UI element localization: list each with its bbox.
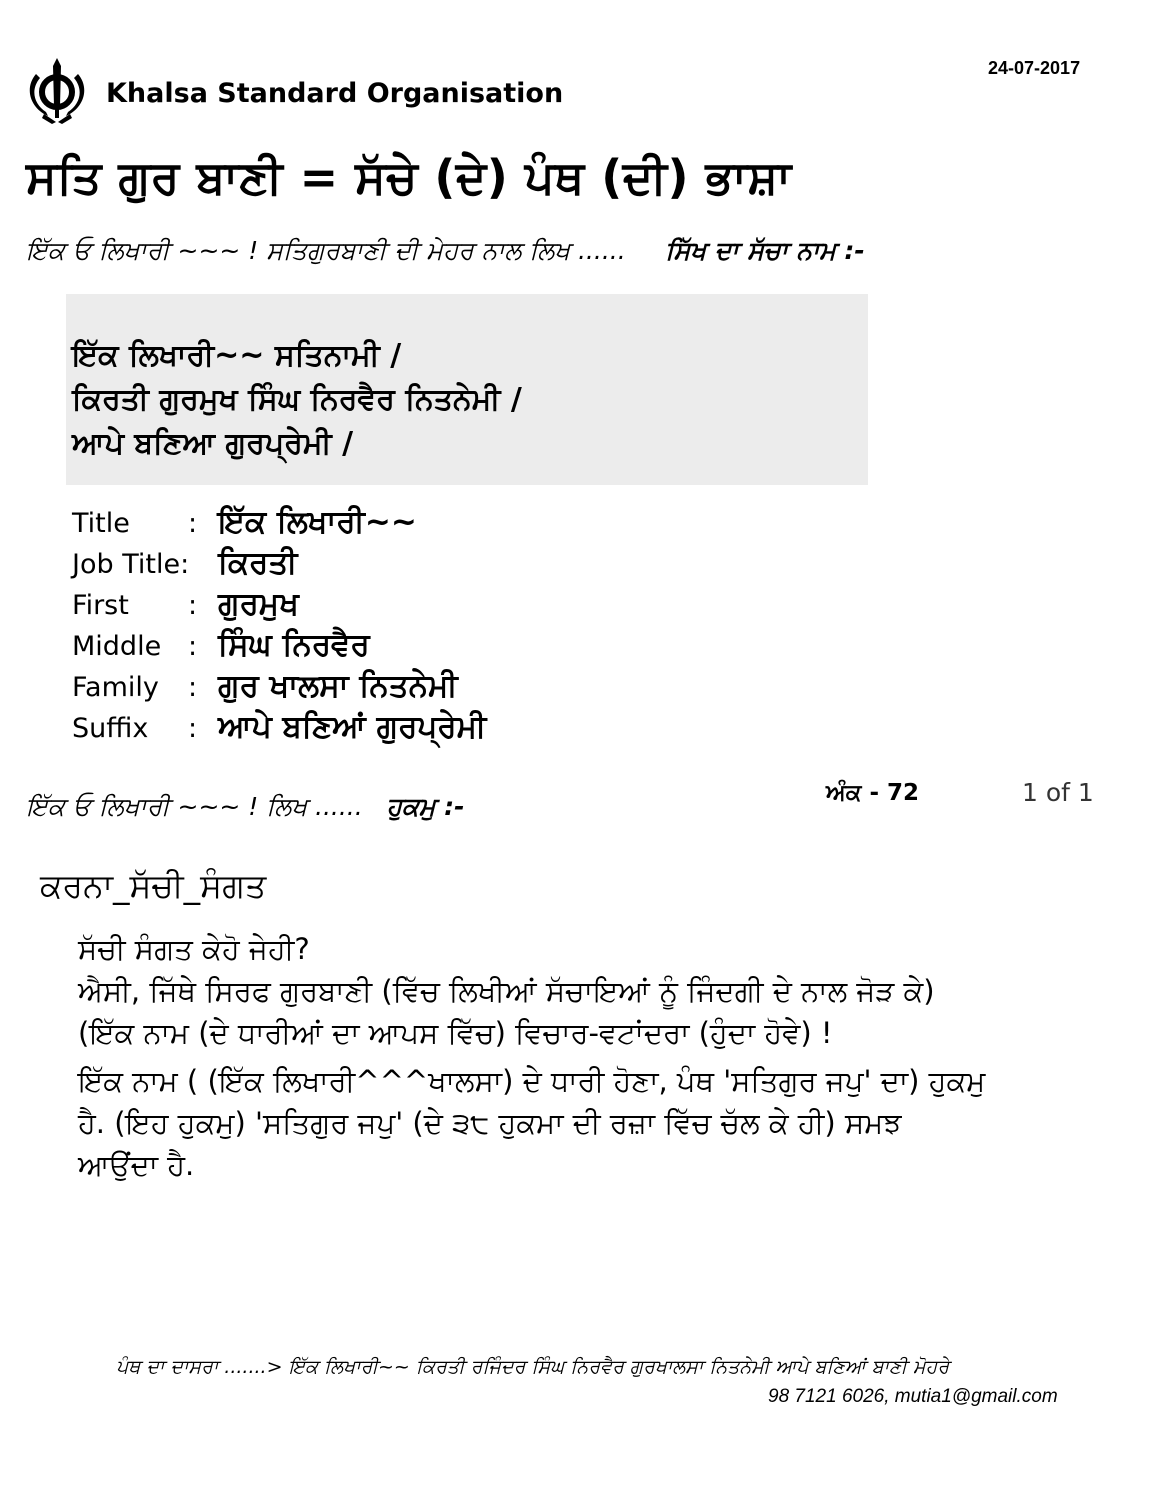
field-value: ਗੁਰ ਖਾਲਸਾ ਨਿਤਨੇਮੀ bbox=[218, 668, 458, 704]
hukam-line-text: ਇੱਕ ਓ ਲਿਖਾਰੀ ~~~ ! ਲਿਖ ...... bbox=[26, 792, 363, 821]
intro-line-text: ਇੱਕ ਓ ਲਿਖਾਰੀ ~~~ ! ਸਤਿਗੁਰਬਾਣੀ ਦੀ ਮੇਹਰ ਨਾਲ ਲਿਖ ...... bbox=[26, 236, 626, 265]
true-name-line: ਇੱਕ ਲਿਖਾਰੀ~~ ਸਤਿਨਾਮੀ / bbox=[72, 338, 402, 373]
footer-signature: ਪੰਥ ਦਾ ਦਾਸਰਾ .......> ਇੱਕ ਲਿਖਾਰੀ~~ ਕਿਰਤੀ ਰਜਿੰਦਰ ਸਿੰਘ ਨਿਰਵੈਰ ਗੁਰਖਾਲਸਾ ਨਿਤਨੇਮੀ ਆਪੇ ਬਣਿਆਂ ਬਾਣੀ ਮੋਹਰੇ bbox=[116, 1356, 949, 1378]
footer-contact: 98 7121 6026, mutia1@gmail.com bbox=[768, 1386, 1058, 1407]
field-label: Title bbox=[72, 508, 130, 539]
field-label: Family bbox=[72, 672, 159, 703]
body-line: ਐਸੀ, ਜਿੱਥੇ ਸਿਰਫ ਗੁਰਬਾਣੀ (ਵਿੱਚ ਲਿਖੀਆਂ ਸੱਚਾਇਆਂ ਨੂੰ ਜਿੰਦਗੀ ਦੇ ਨਾਲ ਜੋੜ ਕੇ) bbox=[78, 974, 935, 1008]
true-name-line: ਕਿਰਤੀ ਗੁਰਮੁਖ ਸਿੰਘ ਨਿਰਵੈਰ ਨਿਤਨੇਮੀ / bbox=[72, 382, 522, 417]
body-line: ਹੈ. (ਇਹ ਹੁਕਮੁ) 'ਸਤਿਗੁਰ ਜਪੁ' (ਦੇ ੩੮ ਹੁਕਮਾ ਦੀ ਰਜ਼ਾ ਵਿੱਚ ਚੱਲ ਕੇ ਹੀ) ਸਮਝ bbox=[78, 1106, 902, 1140]
field-colon: : bbox=[188, 508, 198, 539]
field-value: ਸਿੰਘ ਨਿਰਵੈਰ bbox=[218, 627, 370, 663]
field-row-family bbox=[72, 668, 772, 708]
field-label: Middle bbox=[72, 631, 162, 662]
field-value: ਗੁਰਮੁਖ bbox=[218, 586, 299, 622]
hukam-line bbox=[26, 792, 464, 822]
hukam-line-heading: ਹੁਕਮੁ :- bbox=[386, 792, 465, 821]
body-question: ਸੱਚੀ ਸੰਗਤ ਕੇਹੋ ਜੇਹੀ? bbox=[78, 932, 310, 966]
field-row-middle bbox=[72, 627, 772, 667]
section-title: ਕਰਨਾ_ਸੱਚੀ_ਸੰਗਤ bbox=[40, 866, 267, 905]
field-row-job-title bbox=[72, 545, 772, 585]
intro-line-heading: ਸਿੱਖ ਦਾ ਸੱਚਾ ਨਾਮ :- bbox=[665, 236, 865, 265]
field-label: Suffix bbox=[72, 713, 149, 744]
field-colon: : bbox=[188, 631, 198, 662]
true-name-line: ਆਪੇ ਬਣਿਆ ਗੁਰਪ੍ਰੇਮੀ / bbox=[72, 426, 354, 461]
field-colon: : bbox=[188, 713, 198, 744]
intro-line bbox=[26, 236, 865, 266]
body-line: ਇੱਕ ਨਾਮ ( (ਇੱਕ ਲਿਖਾਰੀ^^^ਖਾਲਸਾ) ਦੇ ਧਾਰੀ ਹੋਣਾ, ਪੰਥ 'ਸਤਿਗੁਰ ਜਪੁ' ਦਾ) ਹੁਕਮੁ bbox=[78, 1064, 986, 1098]
field-row-first bbox=[72, 586, 772, 626]
field-colon: : bbox=[188, 672, 198, 703]
body-line: ਆਉਂਦਾ ਹੈ. bbox=[78, 1148, 195, 1182]
document-date: 24-07-2017 bbox=[988, 58, 1081, 78]
field-label: Job Title: bbox=[72, 549, 190, 580]
field-value: ਇੱਕ ਲਿਖਾਰੀ~~ bbox=[218, 504, 417, 540]
organisation-name: Khalsa Standard Organisation bbox=[106, 78, 564, 109]
khanda-icon bbox=[26, 56, 88, 126]
field-colon: : bbox=[188, 590, 198, 621]
true-name-box bbox=[66, 294, 868, 485]
field-label: First bbox=[72, 590, 129, 621]
field-value: ਕਿਰਤੀ bbox=[218, 545, 298, 581]
page-counter: 1 of 1 bbox=[1022, 778, 1094, 807]
ank-number: ਅੰਕ - 72 bbox=[826, 780, 920, 806]
page-title: ਸਤਿ ਗੁਰ ਬਾਣੀ = ਸੱਚੇ (ਦੇ) ਪੰਥ (ਦੀ) ਭਾਸ਼ਾ bbox=[26, 150, 792, 204]
body-text bbox=[78, 928, 985, 1186]
field-row-suffix bbox=[72, 709, 772, 749]
field-value: ਆਪੇ ਬਣਿਆਂ ਗੁਰਪ੍ਰੇਮੀ bbox=[218, 709, 487, 745]
field-row-title bbox=[72, 504, 772, 544]
body-line: (ਇੱਕ ਨਾਮ (ਦੇ ਧਾਰੀਆਂ ਦਾ ਆਪਸ ਵਿੱਚ) ਵਿਚਾਰ-ਵਟਾਂਦਰਾ (ਹੁੰਦਾ ਹੋਵੇ) ! bbox=[78, 1016, 833, 1050]
